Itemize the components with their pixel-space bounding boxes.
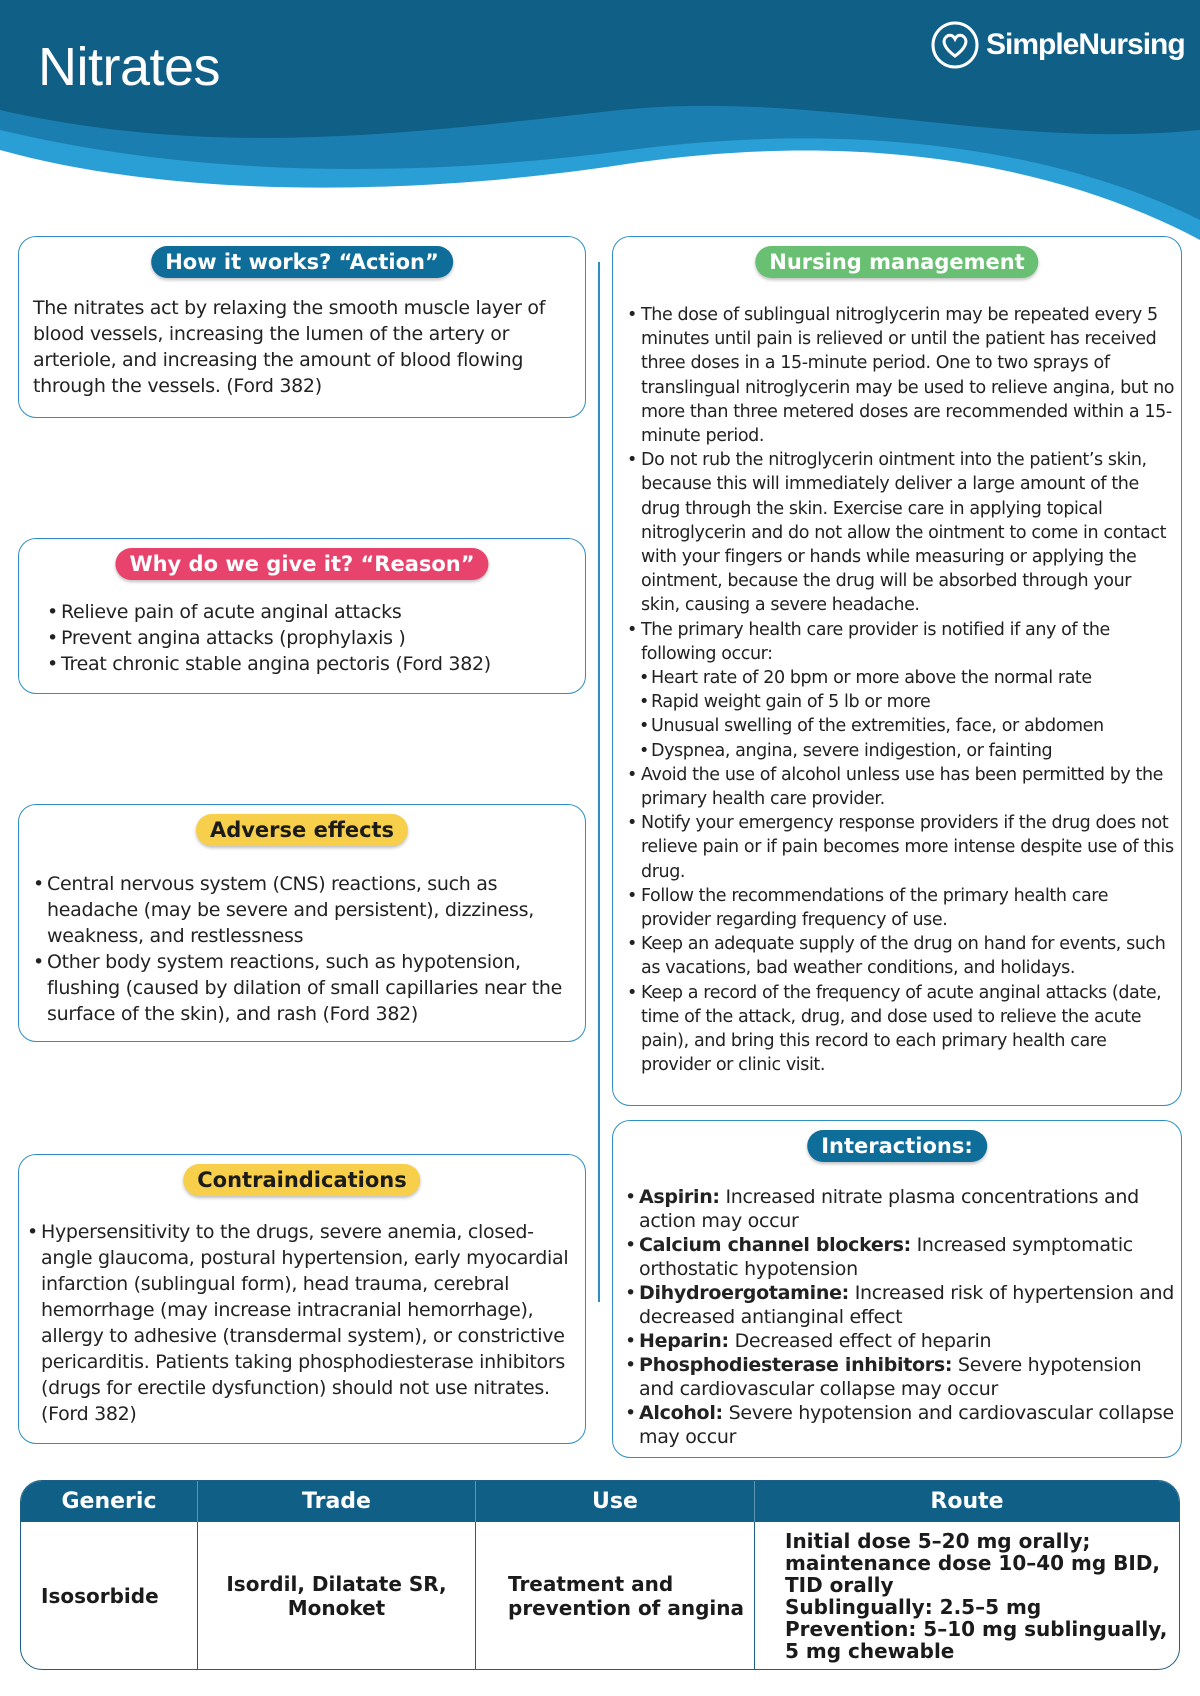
list-item: • Keep an adequate supply of the drug on hand for events, such as vacations, bad weather conditions, and holidays. <box>625 932 1175 980</box>
contraindications-card <box>18 1154 586 1444</box>
table-row <box>21 1522 1179 1670</box>
list-item <box>623 1329 1179 1353</box>
list-item: • Notify your emergency response providers if the drug does not relieve pain or if pain becomes more intense despite use of this drug. <box>625 811 1175 884</box>
reason-card <box>18 538 586 694</box>
nursing-management-heading: Nursing management <box>755 246 1038 278</box>
list-item: • Do not rub the nitroglycerin ointment into the patient’s skin, because this will immediately deliver a large amount of the drug through the skin. Exercise care in applying topical nitroglycerin and do not allow the ointment to come in contact with your fingers or hands while measuring or applying the ointment, because the drug will be absorbed through your skin, causing a severe headache. <box>625 448 1175 617</box>
list-item: • Central nervous system (CNS) reactions, such as headache (may be severe and persistent), dizziness, weakness, and restlessness <box>31 871 579 949</box>
interactions-heading: Interactions: <box>807 1130 987 1162</box>
action-card <box>18 236 586 418</box>
list-item: • Follow the recommendations of the primary health care provider regarding frequency of use. <box>625 884 1175 932</box>
list-item: • Prevent angina attacks (prophylaxis ) <box>45 625 565 651</box>
table-header-row <box>21 1481 1179 1522</box>
list-item <box>623 1233 1179 1281</box>
list-item: • Treat chronic stable angina pectoris (Ford 382) <box>45 651 565 677</box>
list-item <box>623 1401 1179 1449</box>
adverse-effects-list <box>31 871 579 1027</box>
route-line: Initial dose 5–20 mg orally; maintenance dose 10–40 mg BID, TID orally <box>785 1528 1161 1597</box>
list-item: • The dose of sublingual nitroglycerin may be repeated every 5 minutes until pain is relieved or until the patient has received three doses in a 15-minute period. One to two sprays of translingual nitroglycerin may be used to relieve angina, but no more than three metered doses are recommended within a 15-minute period. <box>625 303 1175 448</box>
nursing-management-card <box>612 236 1182 1106</box>
cell-route <box>755 1522 1180 1670</box>
column-header-use: Use <box>476 1481 755 1522</box>
sub-list-item: • Rapid weight gain of 5 lb or more <box>639 690 1175 714</box>
cell-trade: Isordil, Dilatate SR, Monoket <box>198 1522 476 1670</box>
interactions-list <box>623 1185 1179 1449</box>
interaction-effect: Decreased effect of heparin <box>728 1330 992 1352</box>
list-item: • Hypersensitivity to the drugs, severe anemia, closed-angle glaucoma, postural hypertension, early myocardial infarction (sublingual form), head trauma, cerebral hemorrhage (may increase intracranial hemorrhage), allergy to adhesive (transdermal system), or constrictive pericarditis. Patients taking phosphodiesterase inhibitors (drugs for erectile dysfunction) should not use nitrates. (Ford 382) <box>25 1219 581 1427</box>
list-item: • The primary health care provider is notified if any of the following occur: <box>625 618 1175 666</box>
sub-list-item: • Dyspnea, angina, severe indigestion, or fainting <box>639 739 1175 763</box>
interaction-drug: Alcohol: <box>639 1402 723 1424</box>
list-item: • Other body system reactions, such as hypotension, flushing (caused by dilation of small capillaries near the surface of the skin), and rash (Ford 382) <box>31 949 579 1027</box>
interaction-effect: Severe hypotension and cardiovascular collapse may occur <box>639 1354 1142 1400</box>
stethoscope-heart-icon <box>930 20 980 70</box>
route-line: Prevention: 5–10 mg sublingually, 5 mg chewable <box>785 1616 1168 1663</box>
interaction-drug: Aspirin: <box>639 1186 720 1208</box>
interaction-drug: Dihydroergotamine: <box>639 1282 849 1304</box>
list-item <box>623 1281 1179 1329</box>
interaction-drug: Heparin: <box>639 1330 729 1352</box>
contraindications-heading: Contraindications <box>183 1164 420 1196</box>
interaction-drug: Calcium channel blockers: <box>639 1234 911 1256</box>
list-item <box>623 1185 1179 1233</box>
adverse-effects-heading: Adverse effects <box>196 814 408 846</box>
action-heading: How it works? “Action” <box>151 246 453 278</box>
list-item: • Avoid the use of alcohol unless use has been permitted by the primary health care provider. <box>625 763 1175 811</box>
interaction-effect: Severe hypotension and cardiovascular collapse may occur <box>639 1402 1174 1448</box>
list-item: • Keep a record of the frequency of acute anginal attacks (date, time of the attack, drug, and dose used to relieve the acute pain), and bring this record to each primary health care provider or clinic visit. <box>625 981 1175 1078</box>
list-item: • Relieve pain of acute anginal attacks <box>45 599 565 625</box>
contraindications-list <box>25 1219 581 1427</box>
cell-generic: Isosorbide <box>21 1522 198 1670</box>
page-title: Nitrates <box>38 37 221 97</box>
column-divider <box>598 262 600 1302</box>
column-header-route: Route <box>755 1481 1180 1522</box>
cell-use: Treatment and prevention of angina <box>476 1522 755 1670</box>
column-header-generic: Generic <box>21 1481 198 1522</box>
nursing-management-body <box>625 303 1175 1078</box>
column-header-trade: Trade <box>198 1481 476 1522</box>
action-body: The nitrates act by relaxing the smooth muscle layer of blood vessels, increasing the lumen of the artery or arteriole, and increasing the amount of blood flowing through the vessels. (Ford 382) <box>33 297 546 397</box>
drug-table <box>20 1480 1180 1670</box>
brand-logo <box>930 20 1185 70</box>
brand-name: SimpleNursing <box>986 28 1185 61</box>
reason-list <box>45 599 565 677</box>
interactions-card <box>612 1120 1182 1458</box>
list-item <box>623 1353 1179 1401</box>
route-line: Sublingually: 2.5–5 mg <box>785 1594 1042 1619</box>
sub-list-item: • Unusual swelling of the extremities, face, or abdomen <box>639 714 1175 738</box>
interaction-effect: Increased symptomatic orthostatic hypotension <box>639 1234 1133 1280</box>
interaction-drug: Phosphodiesterase inhibitors: <box>639 1354 953 1376</box>
reason-heading: Why do we give it? “Reason” <box>115 548 488 580</box>
interaction-effect: Increased nitrate plasma concentrations and action may occur <box>639 1186 1139 1232</box>
adverse-effects-card <box>18 804 586 1042</box>
interaction-effect: Increased risk of hypertension and decreased antianginal effect <box>639 1282 1175 1328</box>
sub-list-item: • Heart rate of 20 bpm or more above the normal rate <box>639 666 1175 690</box>
